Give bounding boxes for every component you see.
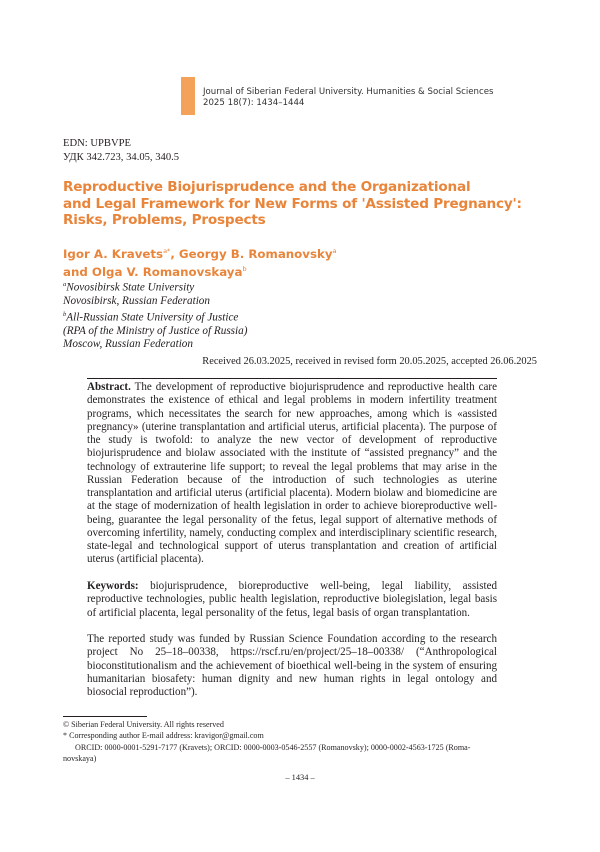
orcid-line: novskaya) xyxy=(63,754,97,763)
author-affiliation-mark: a xyxy=(332,247,337,255)
funding-statement: The reported study was funded by Russian Science Foundation according to the research project No 25–18–00338, https://rscf.ru/en/project/25–18–00338/ (“Anthropological bioconstitutionalism and the achievement of bioethical well-being in the system of ensuring humanitarian biosafety: human dignity and new human rights in legal ontology and biosocial reproduction”). xyxy=(87,633,497,698)
orcid-line: ORCID: 0000-0001-5291-7177 (Kravets); ORCID: 0000-0003-0546-2557 (Romanovsky); 0000-0002-4563-1725 (Roma- xyxy=(75,743,471,752)
author-name: Georgy B. Romanovsky xyxy=(178,246,333,261)
author-affiliation-mark: a* xyxy=(163,247,171,255)
affiliation-line: All-Russian State University of Justice xyxy=(66,311,239,324)
abstract-label: Abstract. xyxy=(87,381,131,393)
authors: Igor A. Kravets$^{a*}$, Georgy B. Romanovsky$^a$ and Olga V. Romanovskaya$^b$ xyxy=(63,246,337,279)
journal-issue: 2025 18(7): 1434–1444 xyxy=(203,98,305,108)
title-line: and Legal Framework for New Forms of 'Assisted Pregnancy': xyxy=(63,195,522,212)
keywords xyxy=(87,580,497,620)
affiliations: $^a$Novosibirsk State University Novosibirsk, Russian Federation $^b$All-Russian State University of Justice (RPA of the Ministry of Justice of Russia) Moscow, Russian Federation xyxy=(63,281,248,351)
author-name: Igor A. Kravets xyxy=(63,246,164,261)
journal-name: Journal of Siberian Federal University. Humanities & Social Sciences xyxy=(203,87,494,97)
journal-header xyxy=(203,87,494,109)
affiliation-line: Novosibirsk State University xyxy=(66,281,195,294)
footnote-divider xyxy=(63,716,147,717)
title-line: Reproductive Biojurisprudence and the Organizational xyxy=(63,179,471,195)
journal-accent-bar xyxy=(181,77,195,115)
abstract xyxy=(87,381,497,567)
author-affiliation-mark: b xyxy=(242,264,247,273)
received-dates: Received 26.03.2025, received in revised form 20.05.2025, accepted 26.06.2025 xyxy=(202,356,537,367)
affiliation-line: Moscow, Russian Federation xyxy=(63,338,193,351)
keywords-text: biojurisprudence, bioreproductive well-being, legal liability, assisted reproductive technologies, public health legislation, reproductive biolegislation, legal basis of artificial placenta, legal personality of the fetus, legal basis of organ transplantation. xyxy=(87,580,497,619)
affiliation-line: Novosibirsk, Russian Federation xyxy=(63,294,210,307)
article-title xyxy=(63,179,533,229)
title-line: Risks, Problems, Prospects xyxy=(63,212,266,228)
abstract-divider xyxy=(87,378,497,379)
udk: УДК 342.723, 34.05, 340.5 xyxy=(63,152,180,163)
copyright-note: © Siberian Federal University. All rights reserved xyxy=(63,720,224,729)
page-number: – 1434 – xyxy=(285,773,315,782)
author-name: Olga V. Romanovskaya xyxy=(91,264,243,279)
affiliation-line: (RPA of the Ministry of Justice of Russia) xyxy=(63,325,248,338)
keywords-label: Keywords: xyxy=(87,580,139,592)
corresponding-author-note: * Corresponding author E-mail address: kravigor@gmail.com xyxy=(63,731,264,740)
edn: EDN: UPBVPE xyxy=(63,138,131,149)
abstract-text: The development of reproductive biojurisprudence and reproductive health care demonstrates the existence of ethical and legal problems in modern infertility treatment programs, which necessitates the search for new approaches, among which is «assisted pregnancy» (uterine transplantation and artificial uterus, artificial placenta). The purpose of the study is twofold: to analyze the new vector of development of reproductive biojurisprudence and biolaw associated with the institute of “assisted pregnancy” and the technology of extrauterine life support; to reveal the legal problems that may arise in the Russian Federation because of the introduction of such technologies as uterine transplantation and artificial uterus (artificial placenta). Modern biolaw and biomedicine are at the stage of modernization of health legislation in order to achieve bioreproductive well-being, guarantee the legal personality of the fetus, legal support of alternative methods of overcoming infertility, namely, conducting complex and interdisciplinary scientific research, state-legal and technological support of uterus transplantation and creation of artificial uterus (artificial placenta). xyxy=(87,381,497,566)
